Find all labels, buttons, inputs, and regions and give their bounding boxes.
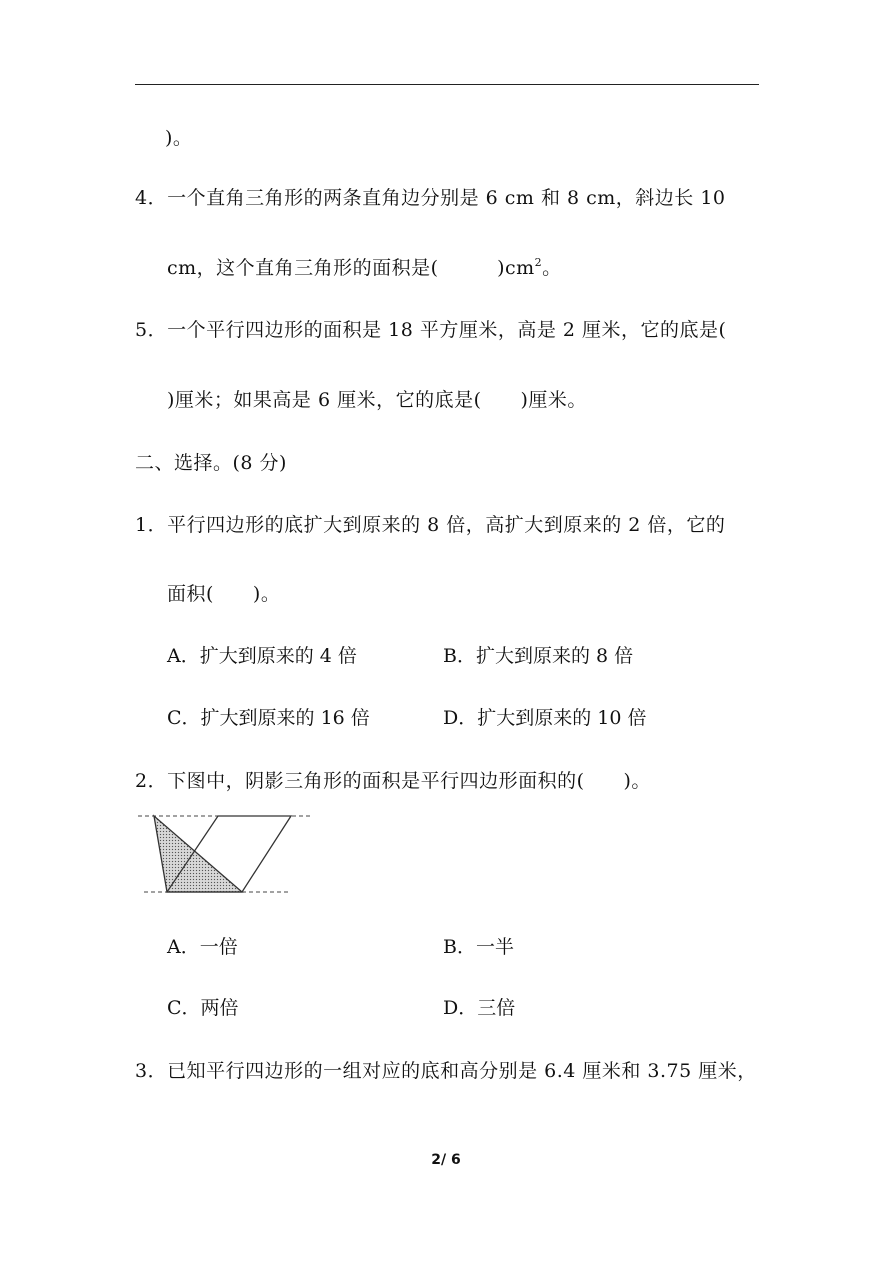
choice-3-line: 3．已知平行四边形的一组对应的底和高分别是 6.4 厘米和 3.75 厘米， [135, 1060, 757, 1082]
choice-2-option-c: C．两倍 [167, 997, 239, 1019]
section-2-heading: 二、选择。(8 分) [135, 452, 287, 474]
choice-1-option-b: B．扩大到原来的 8 倍 [443, 645, 634, 667]
page-number: 2/ 6 [431, 1152, 461, 1168]
parallelogram-figure [138, 806, 316, 898]
question-4-text: cm，这个直角三角形的面积是( )cm [167, 257, 535, 279]
question-4-line-2 [167, 256, 562, 280]
choice-2-option-b: B．一半 [443, 936, 514, 958]
header-rule [135, 84, 759, 85]
choice-1-option-d: D．扩大到原来的 10 倍 [443, 707, 647, 729]
question-4-line-1: 4．一个直角三角形的两条直角边分别是 6 cm 和 8 cm，斜边长 10 [135, 187, 726, 209]
shaded-triangle-outline [154, 816, 242, 892]
choice-2-line: 2．下图中，阴影三角形的面积是平行四边形面积的( )。 [135, 770, 651, 792]
question-5-line-2: )厘米；如果高是 6 厘米，它的底是( )厘米。 [167, 389, 587, 411]
choice-1-line-2: 面积( )。 [167, 583, 281, 605]
question-4-end: 。 [542, 257, 562, 279]
choice-2-option-a: A．一倍 [167, 936, 238, 958]
choice-2-option-d: D．三倍 [443, 997, 516, 1019]
continued-line: )。 [165, 127, 193, 149]
choice-1-option-a: A．扩大到原来的 4 倍 [167, 645, 357, 667]
choice-1-option-c: C．扩大到原来的 16 倍 [167, 707, 370, 729]
superscript-2: 2 [534, 256, 543, 269]
choice-1-line-1: 1．平行四边形的底扩大到原来的 8 倍，高扩大到原来的 2 倍，它的 [135, 514, 726, 536]
question-5-line-1: 5．一个平行四边形的面积是 18 平方厘米，高是 2 厘米，它的底是( [135, 319, 727, 341]
